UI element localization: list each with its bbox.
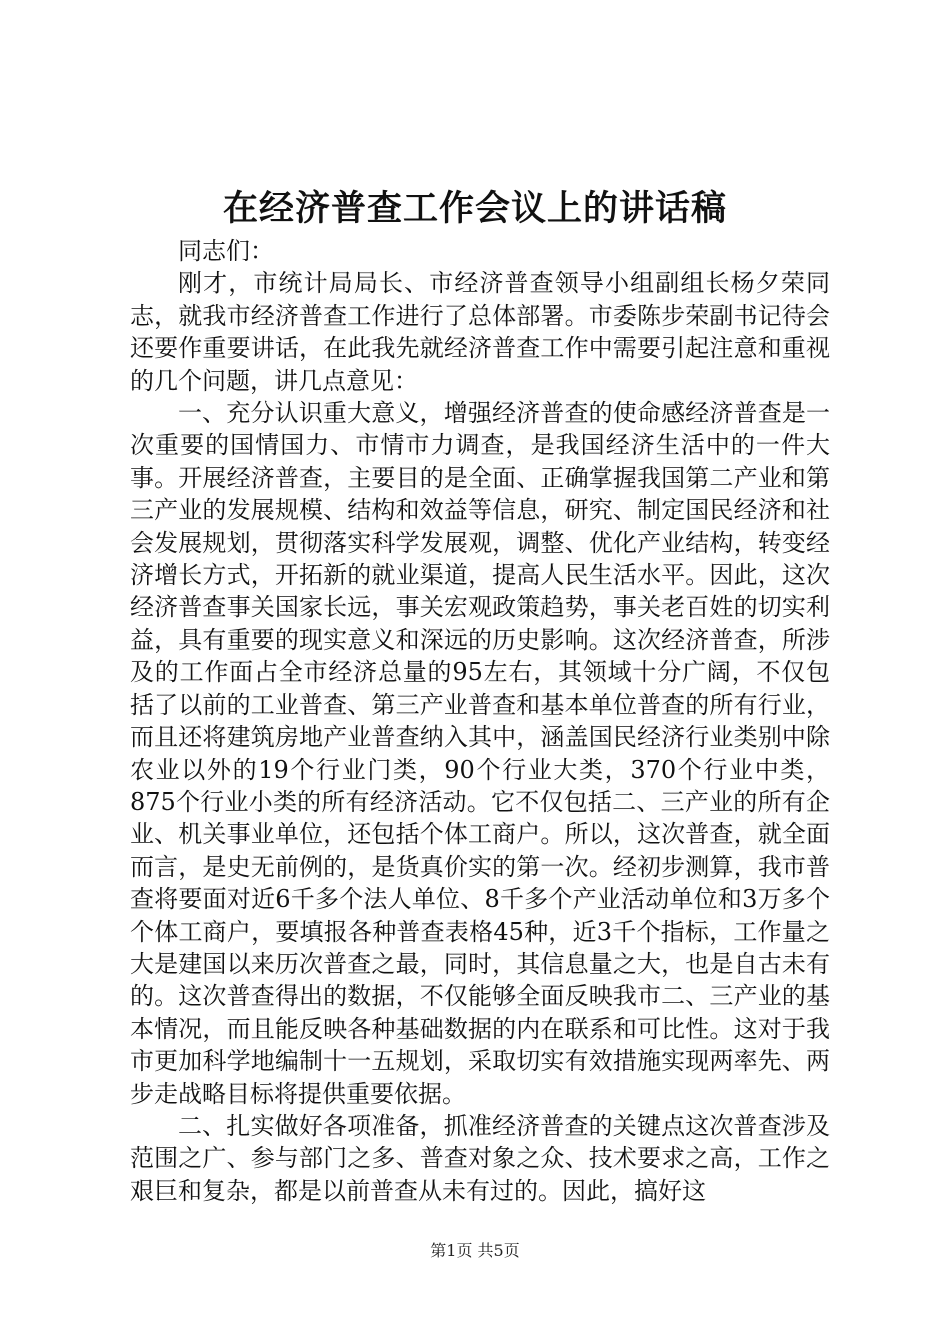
section-two-paragraph: 二、扎实做好各项准备，抓准经济普查的关键点这次普查涉及范围之广、参与部门之多、普查对象之众、技术要求之高，工作之艰巨和复杂，都是以前普查从未有过的。因此，搞好这	[130, 1111, 830, 1205]
page-number-footer: 第1页 共5页	[430, 1241, 520, 1260]
section-one-paragraph: 一、充分认识重大意义，增强经济普查的使命感经济普查是一次重要的国情国力、市情市力调查，是我国经济生活中的一件大事。开展经济普查，主要目的是全面、正确掌握我国第二产业和第三产业的发展规模、结构和效益等信息，研究、制定国民经济和社会发展规划，贯彻落实科学发展观，调整、优化产业结构，转变经济增长方式，开拓新的就业渠道，提高人民生活水平。因此，这次经济普查事关国家长远，事关宏观政策趋势，事关老百姓的切实利益，具有重要的现实意义和深远的历史影响。这次经济普查，所涉及的工作面占全市经济总量的95左右，其领域十分广阔，不仅包括了以前的工业普查、第三产业普查和基本单位普查的所有行业，而且还将建筑房地产业普查纳入其中，涵盖国民经济行业类别中除农业以外的19个行业门类，90个行业大类，370个行业中类，875个行业小类的所有经济活动。它不仅包括二、三产业的所有企业、机关事业单位，还包括个体工商户。所以，这次普查，就全面而言，是史无前例的，是货真价实的第一次。经初步测算，我市普查将要面对近6千多个法人单位、8千多个产业活动单位和3万多个个体工商户，要填报各种普查表格45种，近3千个指标，工作量之大是建国以来历次普查之最，同时，其信息量之大，也是自古未有的。这次普查得出的数据，不仅能够全面反映我市二、三产业的基本情况，而且能反映各种基础数据的内在联系和可比性。这对于我市更加科学地编制十一五规划，采取切实有效措施实现两率先、两步走战略目标将提供重要依据。	[130, 399, 830, 1108]
document-body	[130, 235, 830, 1207]
document-title: 在经济普查工作会议上的讲话稿	[222, 188, 727, 229]
salutation-paragraph: 同志们：	[178, 237, 274, 265]
intro-paragraph: 刚才，市统计局局长、市经济普查领导小组副组长杨夕荣同志，就我市经济普查工作进行了总体部署。市委陈步荣副书记待会还要作重要讲话，在此我先就经济普查工作中需要引起注意和重视的几个问题，讲几点意见：	[130, 269, 830, 395]
